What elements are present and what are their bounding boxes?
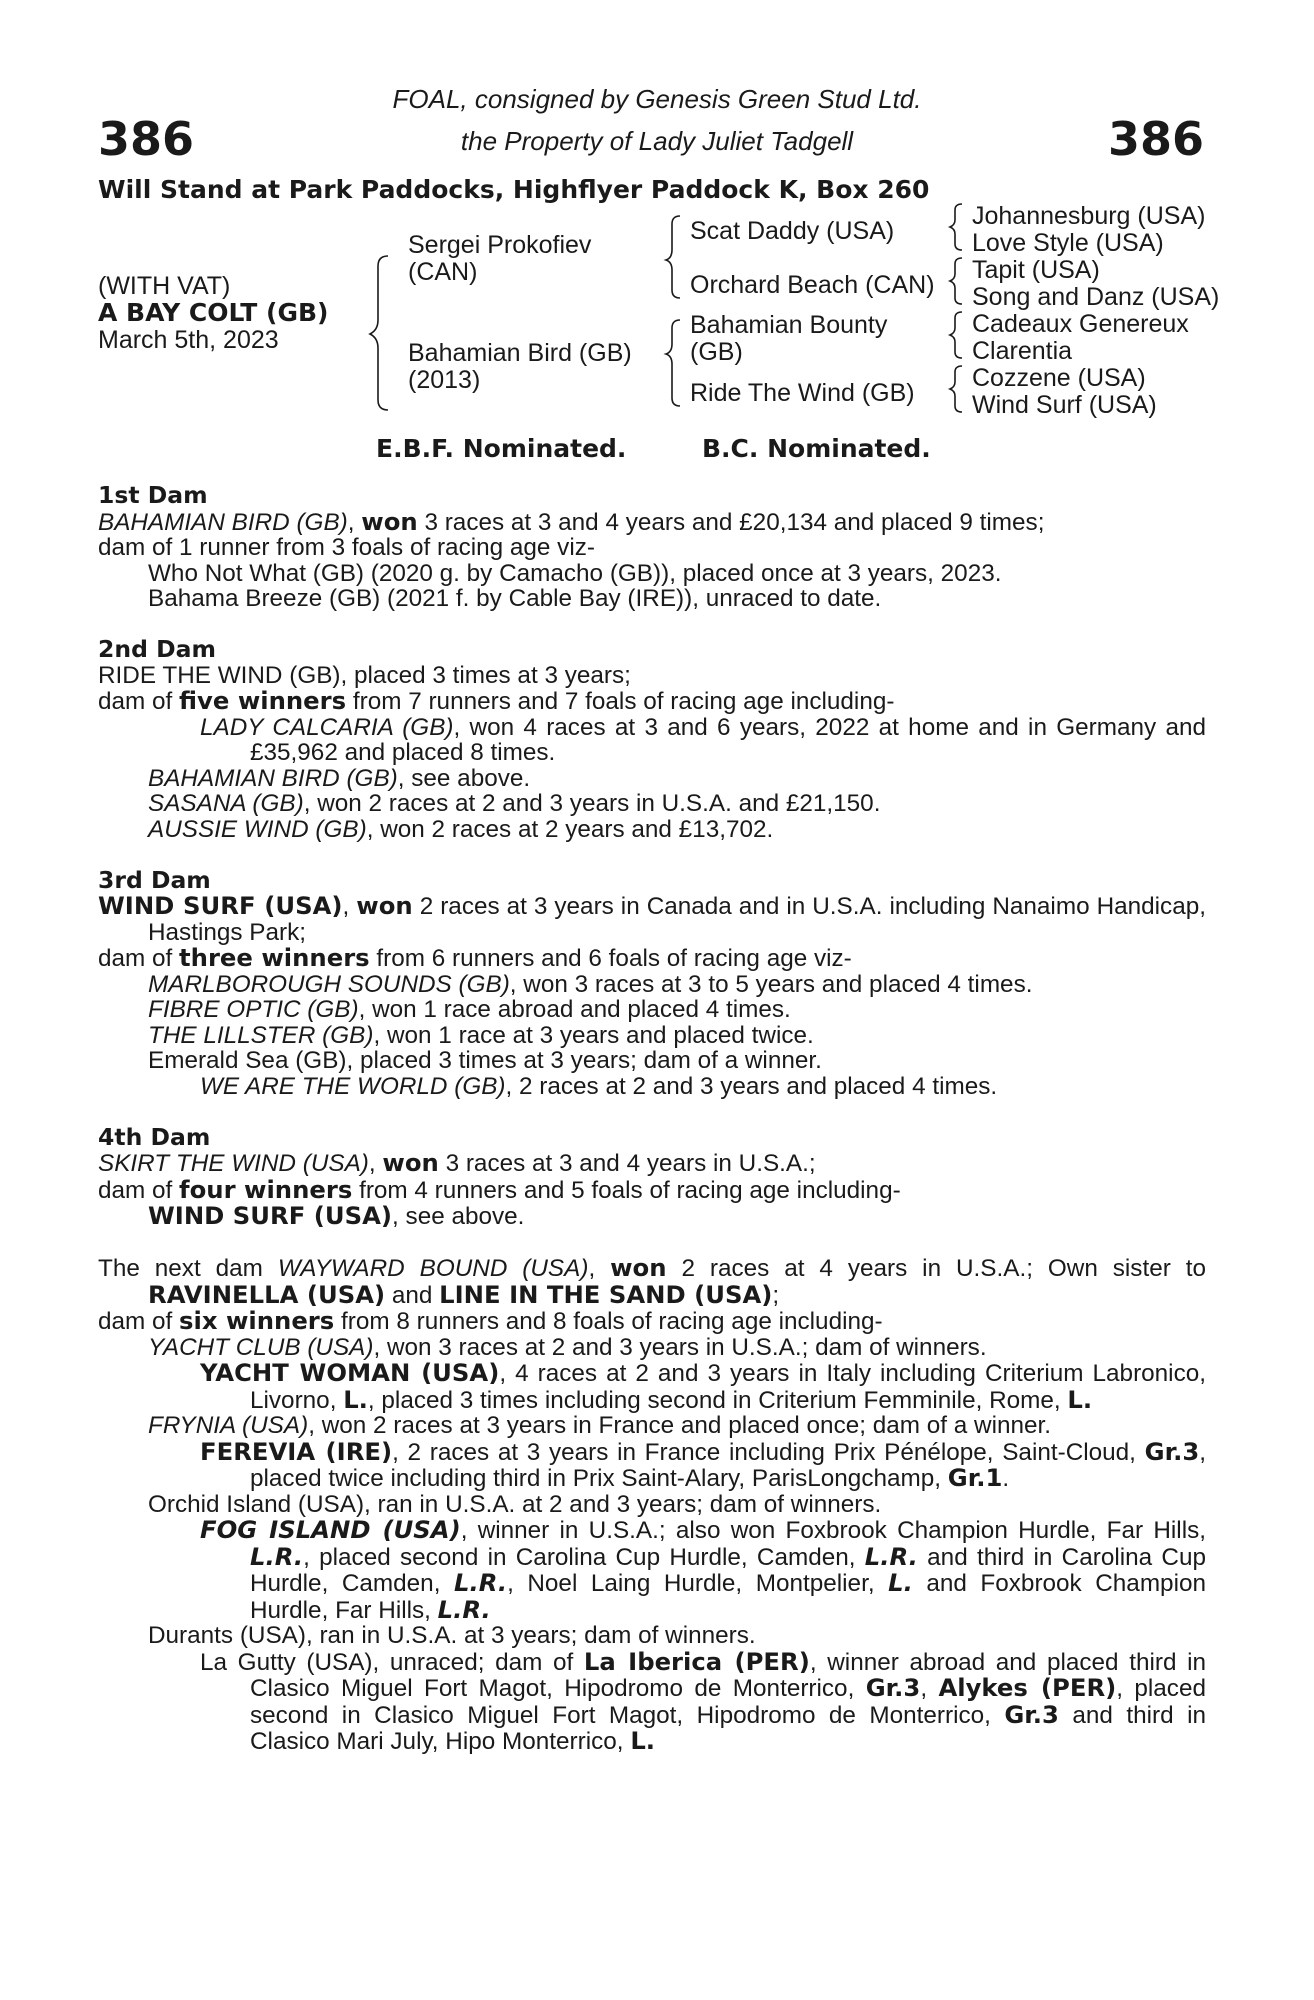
produce-record: , placed second in Carolina Cup Hurdle, Camden, xyxy=(303,1543,865,1571)
property-line: the Property of Lady Juliet Tadgell xyxy=(460,126,854,156)
gen3-dss: Cadeaux Genereux xyxy=(972,310,1189,338)
next-dam-section xyxy=(98,1255,1206,1755)
gen3-sss: Johannesburg (USA) xyxy=(972,202,1206,230)
produce-record: , winner abroad and placed third in Clasico Miguel Fort Magot, Hipodromo de Monterrico, xyxy=(250,1648,1207,1702)
gen3-ddd: Wind Surf (USA) xyxy=(972,391,1157,419)
produce-record: , placed twice including third in Prix Saint-Alary, ParisLongchamp, xyxy=(250,1438,1206,1492)
produce-name: SASANA (GB) xyxy=(148,790,304,817)
produce-name: WIND SURF (USA) xyxy=(148,1201,393,1230)
punct: and xyxy=(385,1281,440,1309)
produce-item xyxy=(98,1646,1207,1755)
produce-record: , won 2 races at 3 years in France and placed once; dam of a winner. xyxy=(308,1412,1052,1439)
first-dam-record: 3 races at 3 and 4 years and £20,134 and placed 9 times; xyxy=(417,508,1045,536)
lot-number-right: 386 xyxy=(1107,112,1204,166)
first-dam-heading: 1st Dam xyxy=(98,481,208,509)
consignor-line: FOAL, consigned by Genesis Green Stud Ltd. xyxy=(392,84,922,114)
produce-record: , won 3 races at 2 and 3 years in U.S.A.; dam of winners. xyxy=(373,1333,987,1361)
produce-name: WE ARE THE WORLD (GB) xyxy=(200,1072,506,1100)
produce-item xyxy=(98,791,1206,817)
horse-name: A BAY COLT (GB) xyxy=(98,298,329,327)
produce-record: , placed second in Clasico Miguel Fort Magot, Hipodromo de Monterrico, xyxy=(250,1675,1206,1729)
produce-record: , 2 races at 2 and 3 years and placed 4 times. xyxy=(505,1072,998,1100)
ebf-nominated: E.B.F. Nominated. xyxy=(376,434,627,463)
gen3-dsd: Clarentia xyxy=(972,337,1073,365)
won-label: won xyxy=(361,506,418,536)
third-dam-section xyxy=(98,865,1206,1100)
bc-nominated: B.C. Nominated. xyxy=(702,434,931,463)
brace-gen3-1 xyxy=(950,204,962,250)
dam-year: (2013) xyxy=(408,366,481,394)
produce-item xyxy=(98,1335,1206,1361)
dam-name: Bahamian Bird (GB) xyxy=(408,339,632,367)
produce-name: La Iberica (PER) xyxy=(583,1646,810,1676)
punct: , xyxy=(588,1255,611,1282)
sire-dam: Orchard Beach (CAN) xyxy=(690,271,935,299)
dam-of-rest: from 8 runners and 8 foals of racing age including- xyxy=(334,1308,883,1335)
dam-of-rest: from 7 runners and 7 foals of racing age including- xyxy=(346,688,895,715)
race-grade: Gr.1 xyxy=(947,1463,1003,1492)
sire-sire: Scat Daddy (USA) xyxy=(690,217,895,245)
produce-item: Who Not What (GB) (2020 g. by Camacho (GB)), placed once at 3 years, 2023. xyxy=(148,559,1002,587)
third-dam-race-record: 2 races at 3 years in Canada and in U.S.A. including Nanaimo Handicap, Hastings Park; xyxy=(148,893,1206,946)
third-dam-name: WIND SURF (USA) xyxy=(98,891,343,920)
brace-gen1 xyxy=(370,256,388,410)
punct: , xyxy=(920,1675,939,1702)
produce-item: Durants (USA), ran in U.S.A. at 3 years; dam of winners. xyxy=(148,1622,756,1649)
produce-item xyxy=(98,1413,1206,1439)
brace-gen2-upper xyxy=(666,216,680,298)
next-dam-race-record: 2 races at 4 years in U.S.A.; Own sister to xyxy=(666,1255,1206,1282)
dam-of-label: dam of xyxy=(98,688,180,715)
produce-name: MARLBOROUGH SOUNDS (GB) xyxy=(148,970,510,998)
produce-name: Alykes (PER) xyxy=(938,1673,1117,1702)
produce-item xyxy=(98,1074,1206,1100)
winners-count: five winners xyxy=(179,686,347,715)
gen3-ssd: Love Style (USA) xyxy=(972,229,1164,257)
produce-record: La Gutty (USA), unraced; dam of xyxy=(200,1648,584,1676)
produce-record: , won 4 races at 3 and 6 years, 2022 at home and in Germany and £35,962 and placed 8 times. xyxy=(250,713,1206,766)
fourth-dam-name: SKIRT THE WIND (USA) xyxy=(98,1150,369,1177)
race-grade: Gr.3 xyxy=(1004,1699,1059,1729)
race-grade: L. xyxy=(343,1384,368,1414)
won-label: won xyxy=(610,1253,667,1282)
race-grade: L.R. xyxy=(453,1568,508,1597)
produce-item xyxy=(98,997,1206,1023)
sibling-name: RAVINELLA (USA) xyxy=(148,1279,386,1309)
produce-name: FRYNIA (USA) xyxy=(148,1412,309,1439)
produce-name: YACHT WOMAN (USA) xyxy=(200,1358,500,1387)
produce-record: and third in Clasico Mari July, Hipo Monterrico, xyxy=(250,1701,1206,1755)
dam-of-label: dam of xyxy=(98,945,180,972)
first-dam-name: BAHAMIAN BIRD (GB) xyxy=(98,508,348,536)
produce-item xyxy=(98,1203,1206,1230)
sibling-name: LINE IN THE SAND (USA) xyxy=(439,1279,773,1309)
second-dam-heading: 2nd Dam xyxy=(98,635,216,663)
fourth-dam-heading: 4th Dam xyxy=(98,1122,211,1151)
produce-item: Bahama Breeze (GB) (2021 f. by Cable Bay (IRE)), unraced to date. xyxy=(148,585,882,612)
produce-record: , placed 3 times including second in Criterium Femminile, Rome, xyxy=(367,1386,1068,1414)
vat-note: (WITH VAT) xyxy=(98,272,231,300)
brace-gen3-4 xyxy=(950,366,962,412)
pedigree-notes xyxy=(98,483,1206,1755)
produce-item xyxy=(98,766,1206,792)
horse-dob: March 5th, 2023 xyxy=(98,326,279,354)
produce-item xyxy=(98,1360,1206,1413)
produce-record: , won 2 races at 2 and 3 years in U.S.A. and £21,150. xyxy=(303,790,881,817)
produce-name: THE LILLSTER (GB) xyxy=(148,1021,374,1049)
gen3-dds: Cozzene (USA) xyxy=(972,364,1146,392)
produce-item xyxy=(98,817,1206,843)
produce-record: , Noel Laing Hurdle, Montpelier, xyxy=(507,1570,889,1597)
punct: . xyxy=(1002,1465,1010,1492)
produce-item xyxy=(98,1023,1206,1049)
winners-count: four winners xyxy=(179,1174,353,1204)
produce-record: , won 1 race abroad and placed 4 times. xyxy=(358,996,791,1023)
third-dam-heading: 3rd Dam xyxy=(98,865,211,894)
punct: ; xyxy=(772,1281,780,1309)
first-dam-section: 1st Dam BAHAMIAN BIRD (GB), won 3 races at 3 and 4 years and £20,134 and placed 9 times; dam of 1 runner from 3 foals of racing age viz- Who Not What (GB) (2020 g. by Camacho (GB)), placed once at 3 years, 2023. Bahama Breeze (GB) (2021 f. by Cable Bay (IRE)), unraced to date. xyxy=(98,483,1206,612)
produce-name: FEREVIA (IRE) xyxy=(200,1436,393,1466)
won-label: won xyxy=(382,1148,439,1177)
produce-record: , won 1 race at 3 years and placed twice. xyxy=(373,1021,814,1049)
produce-record: and third in Carolina Cup Hurdle, Camden, xyxy=(250,1543,1206,1597)
fourth-dam-section: 4th Dam SKIRT THE WIND (USA), won 3 races at 3 and 4 years in U.S.A.; dam of four winners from 4 runners and 5 foals of racing age including- WIND SURF (USA), see above. xyxy=(98,1125,1206,1230)
winners-count: six winners xyxy=(179,1306,335,1335)
produce-record: , won 2 races at 2 years and £13,702. xyxy=(366,815,774,843)
brace-gen2-lower xyxy=(666,320,680,406)
dam-of-label: dam of xyxy=(98,1176,180,1204)
first-dam-produce: dam of 1 runner from 3 foals of racing age viz- xyxy=(98,534,595,561)
race-grade: L. xyxy=(888,1568,913,1597)
produce-name: FIBRE OPTIC (GB) xyxy=(148,996,359,1023)
dam-of-label: dam of xyxy=(98,1308,180,1335)
dam-dam: Ride The Wind (GB) xyxy=(690,379,915,407)
winners-count: three winners xyxy=(179,943,370,972)
lot-number-left: 386 xyxy=(98,112,195,166)
produce-item xyxy=(98,972,1206,998)
produce-record: , 2 races at 3 years in France including Prix Pénélope, Saint-Cloud, xyxy=(392,1438,1145,1466)
produce-item xyxy=(98,715,1206,766)
produce-item xyxy=(98,1517,1206,1623)
produce-record: and Foxbrook Champion Hurdle, Far Hills, xyxy=(250,1570,1206,1624)
race-grade: Gr.3 xyxy=(1144,1436,1200,1466)
produce-record: , winner in U.S.A.; also won Foxbrook Champion Hurdle, Far Hills, xyxy=(460,1517,1206,1544)
dam-sire-country: (GB) xyxy=(690,338,743,366)
next-dam-record xyxy=(98,1255,1206,1308)
dam-of-rest: from 4 runners and 5 foals of racing age including- xyxy=(352,1176,901,1204)
race-grade: Gr.3 xyxy=(865,1673,921,1702)
produce-name: AUSSIE WIND (GB) xyxy=(148,815,367,843)
race-grade: L.R. xyxy=(250,1541,304,1571)
dam-of-rest: from 6 runners and 6 foals of racing age viz- xyxy=(369,945,852,972)
produce-item xyxy=(98,1436,1206,1492)
second-dam-record: RIDE THE WIND (GB), placed 3 times at 3 years; xyxy=(98,661,631,689)
produce-item: Orchid Island (USA), ran in U.S.A. at 2 and 3 years; dam of winners. xyxy=(148,1490,882,1518)
stand-location: Will Stand at Park Paddocks, Highflyer Paddock K, Box 260 xyxy=(98,175,930,204)
produce-name: FOG ISLAND (USA) xyxy=(200,1515,461,1544)
gen3-sds: Tapit (USA) xyxy=(972,256,1100,284)
won-label: won xyxy=(356,891,413,920)
next-dam-name: WAYWARD BOUND (USA) xyxy=(277,1255,589,1282)
sire-country: (CAN) xyxy=(408,258,478,286)
race-grade: L.R. xyxy=(864,1541,918,1571)
race-grade: L. xyxy=(630,1726,656,1755)
gen3-sdd: Song and Danz (USA) xyxy=(972,283,1220,311)
produce-item: Emerald Sea (GB), placed 3 times at 3 years; dam of a winner. xyxy=(148,1047,822,1074)
brace-gen3-3 xyxy=(950,312,962,358)
produce-name: LADY CALCARIA (GB) xyxy=(200,713,454,741)
produce-name: YACHT CLUB (USA) xyxy=(148,1333,374,1361)
produce-record: , see above. xyxy=(397,764,531,792)
third-dam-record: WIND SURF (USA), won 2 races at 3 years in Canada and in U.S.A. including Nanaimo Handicap, Hastings Park; xyxy=(98,891,1206,946)
second-dam-section xyxy=(98,637,1206,842)
produce-record: , 4 races at 2 and 3 years in Italy including Criterium Labronico, Livorno, xyxy=(250,1360,1206,1414)
next-dam-label: The next dam xyxy=(98,1255,278,1282)
sire-name: Sergei Prokofiev xyxy=(408,231,592,259)
brace-gen3-2 xyxy=(950,258,962,304)
produce-record: , see above. xyxy=(392,1203,525,1230)
fourth-dam-record: 3 races at 3 and 4 years in U.S.A.; xyxy=(438,1150,816,1177)
race-grade: L.R. xyxy=(437,1594,491,1624)
produce-name: BAHAMIAN BIRD (GB) xyxy=(148,764,398,792)
dam-sire: Bahamian Bounty xyxy=(690,311,888,339)
race-grade: L. xyxy=(1067,1384,1093,1414)
produce-record: , won 3 races at 3 to 5 years and placed 4 times. xyxy=(509,970,1033,998)
